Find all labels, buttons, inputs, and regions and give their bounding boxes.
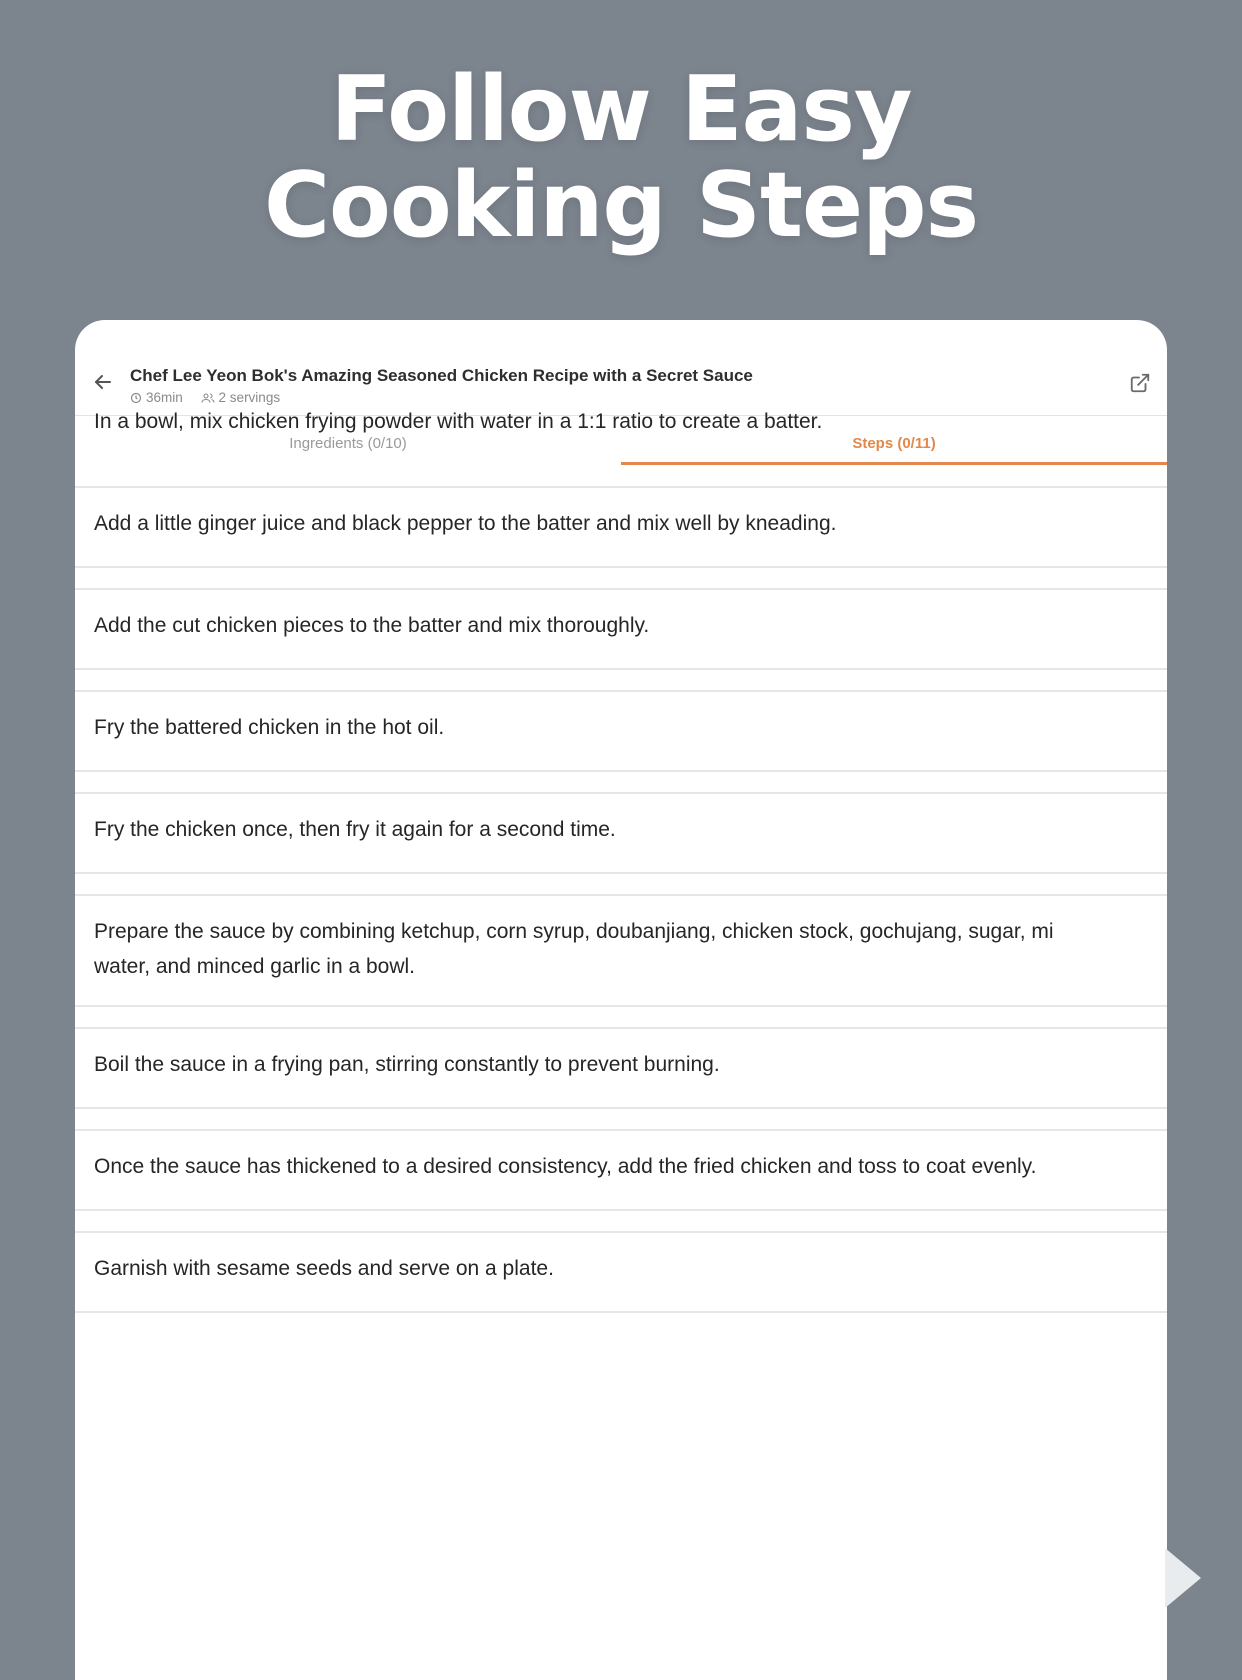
external-link-icon[interactable] [1129,372,1151,394]
tab-ingredients[interactable]: Ingredients (0/10) [289,435,407,452]
step-item[interactable]: Add the cut chicken pieces to the batter and mix thoroughly. [94,614,650,637]
arrow-left-icon[interactable] [91,370,115,394]
step-item[interactable]: Fry the chicken once, then fry it again for a second time. [94,818,616,841]
decorative-pointer [1165,1548,1201,1608]
tab-steps[interactable]: Steps (0/11) [852,435,936,452]
divider [75,770,1167,772]
promo-headline [0,57,1242,258]
divider [75,1231,1167,1233]
divider [75,486,1167,488]
active-tab-indicator [621,462,1167,465]
divider [75,894,1167,896]
divider [75,690,1167,692]
divider [75,872,1167,874]
recipe-meta [130,390,294,407]
divider [75,588,1167,590]
divider [75,566,1167,568]
divider [75,1027,1167,1029]
divider [75,668,1167,670]
step-item[interactable]: Once the sauce has thickened to a desired consistency, add the fried chicken and toss to coat evenly. [94,1155,1037,1178]
step-item[interactable]: Add a little ginger juice and black pepper to the batter and mix well by kneading. [94,512,837,535]
divider [75,1129,1167,1131]
divider [75,1209,1167,1211]
step-item[interactable]: Garnish with sesame seeds and serve on a plate. [94,1257,554,1280]
cook-time: 36min [146,390,183,405]
divider [75,1107,1167,1109]
recipe-card [75,320,1167,1680]
step-item-continued[interactable]: water, and minced garlic in a bowl. [94,955,415,978]
servings: 2 servings [218,390,281,405]
divider [75,1311,1167,1313]
step-item[interactable]: Fry the battered chicken in the hot oil. [94,716,445,739]
divider [75,792,1167,794]
people-icon [201,392,215,404]
clock-icon [130,392,142,404]
step-item[interactable]: Boil the sauce in a frying pan, stirring constantly to prevent burning. [94,1053,720,1076]
headline-line-1: Follow Easy [330,57,912,162]
headline-line-2: Cooking Steps [263,153,979,258]
recipe-title: Chef Lee Yeon Bok's Amazing Seasoned Chicken Recipe with a Secret Sauce [130,366,753,385]
divider [75,1005,1167,1007]
step-item[interactable]: In a bowl, mix chicken frying powder with water in a 1:1 ratio to create a batter. [94,410,823,433]
step-item[interactable]: Prepare the sauce by combining ketchup, corn syrup, doubanjiang, chicken stock, gochujang, sugar, mi [94,920,1054,943]
recipe-header [75,320,1167,415]
